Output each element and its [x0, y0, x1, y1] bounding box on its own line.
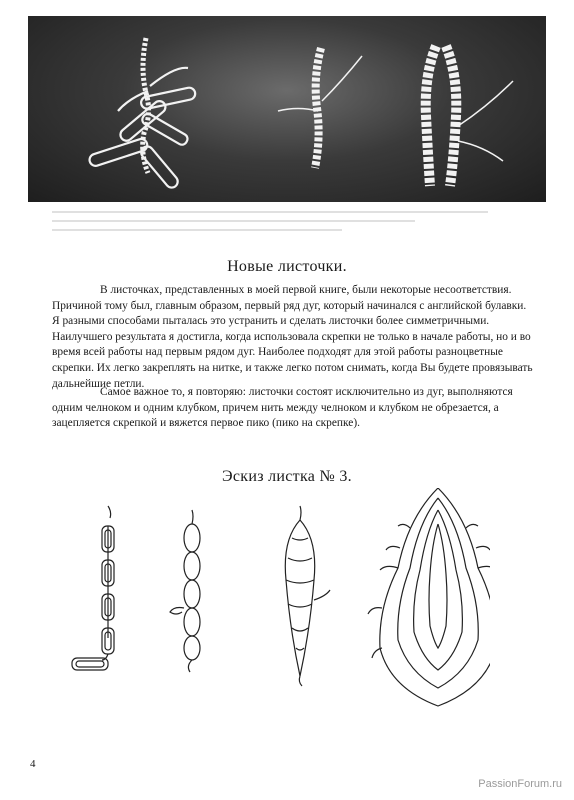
page-title: Новые листочки. [227, 258, 347, 275]
paragraph-intro: В листочках, представленных в моей первой книге, были некоторые несоответствия. Причиной тому был, главным образом, первый ряд дуг, который начинался с английской булавки. Я разными способами пыталась это устранить и сделать листочки более симметричными. Наилучшего результата я достигла, когда использовала скрепки не только в начале работы, но и во время всей работы над первым рядом дуг. Наиболее подходят для этой работы разноцветные скрепки. Их легко закреплять на нитке, и также легко потом снимать, когда Вы будете провязывать дальнейшие петли. [52, 284, 533, 390]
tatting-photo [28, 16, 546, 202]
tatting-leaf-sketch-icon [60, 488, 490, 718]
site-watermark: PassionForum.ru [478, 778, 562, 790]
sketch-title: Эскиз листка № 3. [222, 468, 352, 485]
tatting-leaf-photo-icon [28, 16, 546, 202]
bleed-through-lines [52, 204, 536, 244]
page-number: 4 [30, 758, 36, 770]
paragraph-important: Самое важное то, я повторяю: листочки состоят исключительно из дуг, выполняются одним челноком и одним клубком, причем нить между челноком и клубком не обрезается, а зацепляется скрепкой и вяжется первое пико (пико на скрепке). [52, 386, 513, 430]
